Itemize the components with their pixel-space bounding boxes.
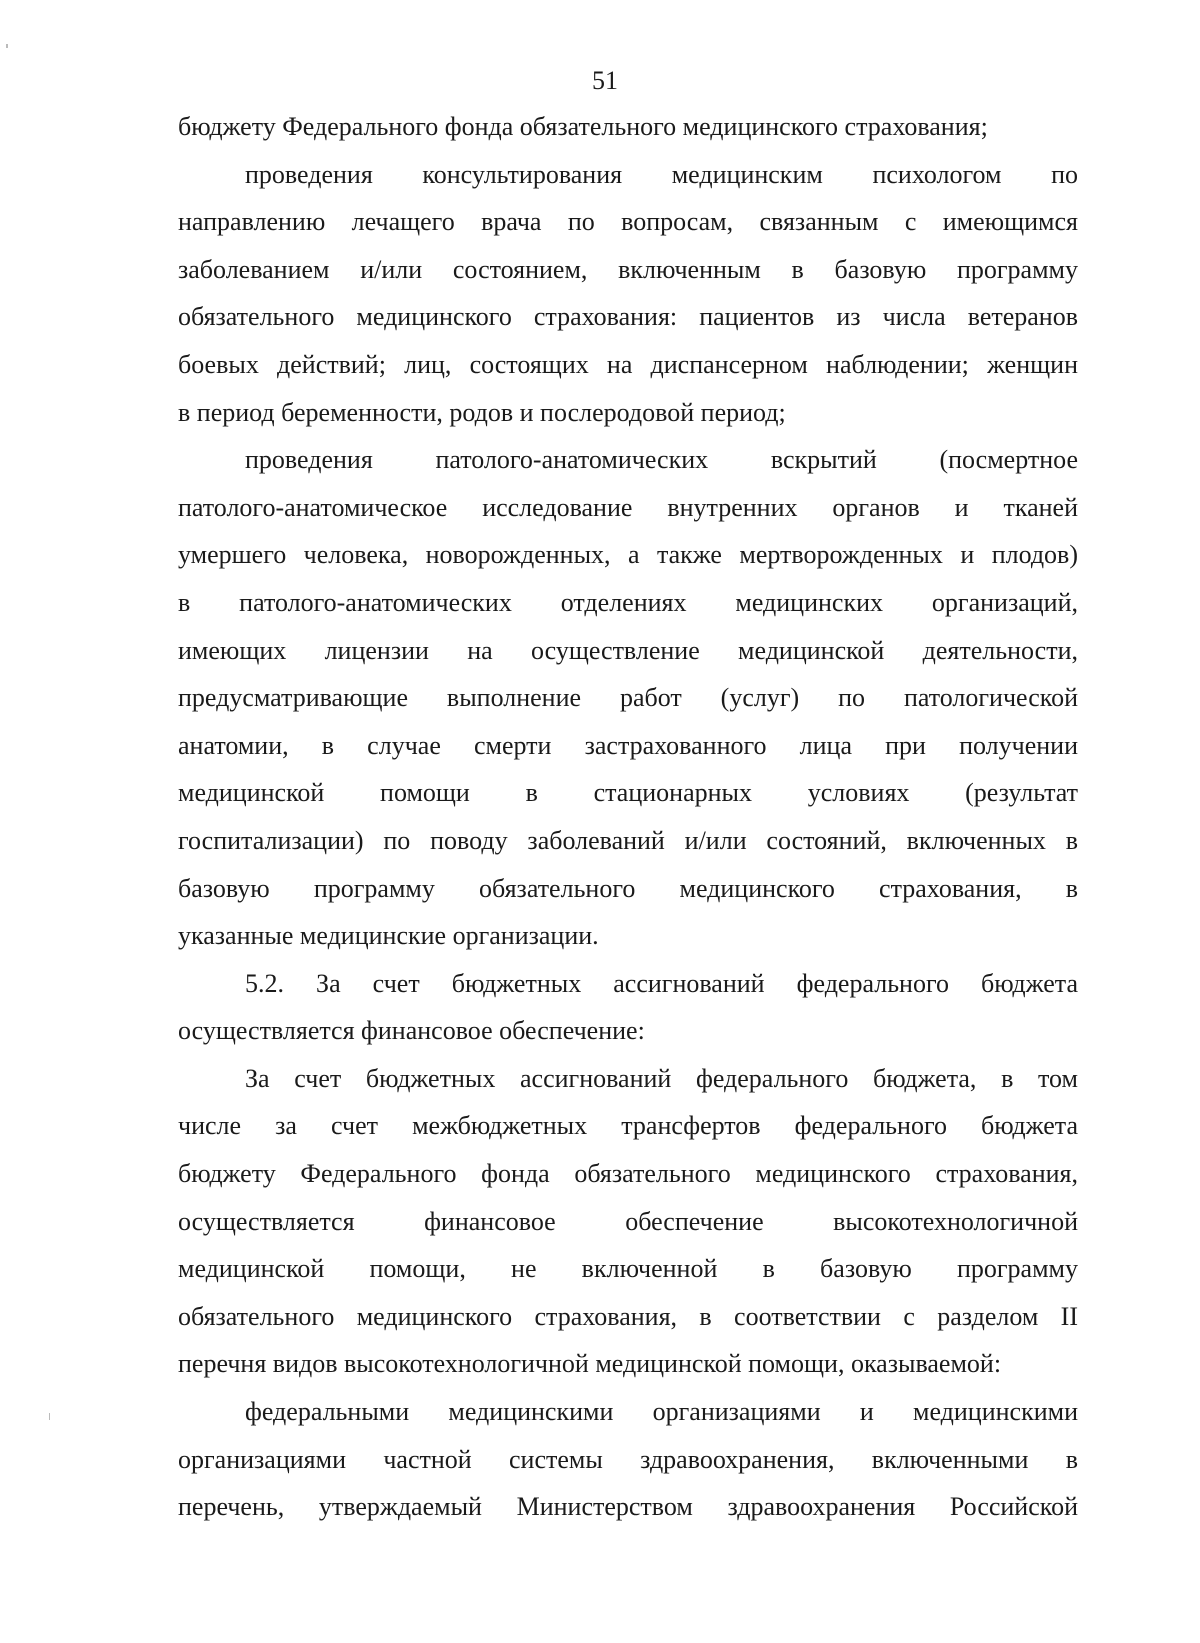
text-line: имеющих лицензии на осуществление медицинской деятельности, — [178, 635, 1078, 665]
page-number: 51 — [592, 66, 618, 95]
text-line: направлению лечащего врача по вопросам, связанным с имеющимся — [178, 207, 1078, 237]
text-line: госпитализации) по поводу заболеваний и/или состояний, включенных в — [178, 825, 1078, 855]
text-line: проведения консультирования медицинским психологом по — [245, 159, 1078, 189]
text-line: осуществляется финансовое обеспечение высокотехнологичной — [178, 1206, 1078, 1236]
text-line: умершего человека, новорожденных, а также мертворожденных и плодов) — [178, 540, 1078, 570]
text-line: федеральными медицинскими организациями и медицинскими — [245, 1397, 1078, 1427]
text-line: За счет бюджетных ассигнований федерального бюджета, в том — [245, 1063, 1078, 1093]
text-line: числе за счет межбюджетных трансфертов федерального бюджета — [178, 1111, 1078, 1141]
text-line: 5.2. За счет бюджетных ассигнований федерального бюджета — [245, 968, 1078, 998]
text-line: медицинской помощи в стационарных условиях (результат — [178, 778, 1078, 808]
text-line: осуществляется финансовое обеспечение: — [178, 1016, 645, 1046]
text-line: анатомии, в случае смерти застрахованного лица при получении — [178, 730, 1078, 760]
text-line: базовую программу обязательного медицинского страхования, в — [178, 873, 1078, 903]
text-line: обязательного медицинского страхования, в соответствии с разделом II — [178, 1301, 1078, 1331]
text-line: перечень, утверждаемый Министерством здравоохранения Российской — [178, 1492, 1078, 1522]
text-line: боевых действий; лиц, состоящих на диспансерном наблюдении; женщин — [178, 349, 1078, 379]
text-line: организациями частной системы здравоохранения, включенными в — [178, 1444, 1078, 1474]
text-line: заболеванием и/или состоянием, включенным в базовую программу — [178, 254, 1078, 284]
text-line: в патолого-анатомических отделениях медицинских организаций, — [178, 587, 1078, 617]
text-line: указанные медицинские организации. — [178, 921, 599, 951]
scan-artifact — [49, 1413, 50, 1420]
scan-artifact — [6, 44, 8, 48]
text-line: перечня видов высокотехнологичной медицинской помощи, оказываемой: — [178, 1349, 1002, 1379]
text-line: бюджету Федерального фонда обязательного медицинского страхования; — [178, 112, 988, 141]
text-line: патолого-анатомическое исследование внутренних органов и тканей — [178, 492, 1078, 522]
text-line: медицинской помощи, не включенной в базовую программу — [178, 1254, 1078, 1284]
text-line: бюджету Федерального фонда обязательного медицинского страхования, — [178, 1159, 1078, 1189]
text-line: обязательного медицинского страхования: пациентов из числа ветеранов — [178, 302, 1078, 332]
document-body — [178, 103, 1078, 1531]
text-line: проведения патолого-анатомических вскрытий (посмертное — [245, 445, 1078, 475]
text-line: предусматривающие выполнение работ (услуг) по патологической — [178, 683, 1078, 713]
text-line: в период беременности, родов и послеродовой период; — [178, 397, 786, 427]
